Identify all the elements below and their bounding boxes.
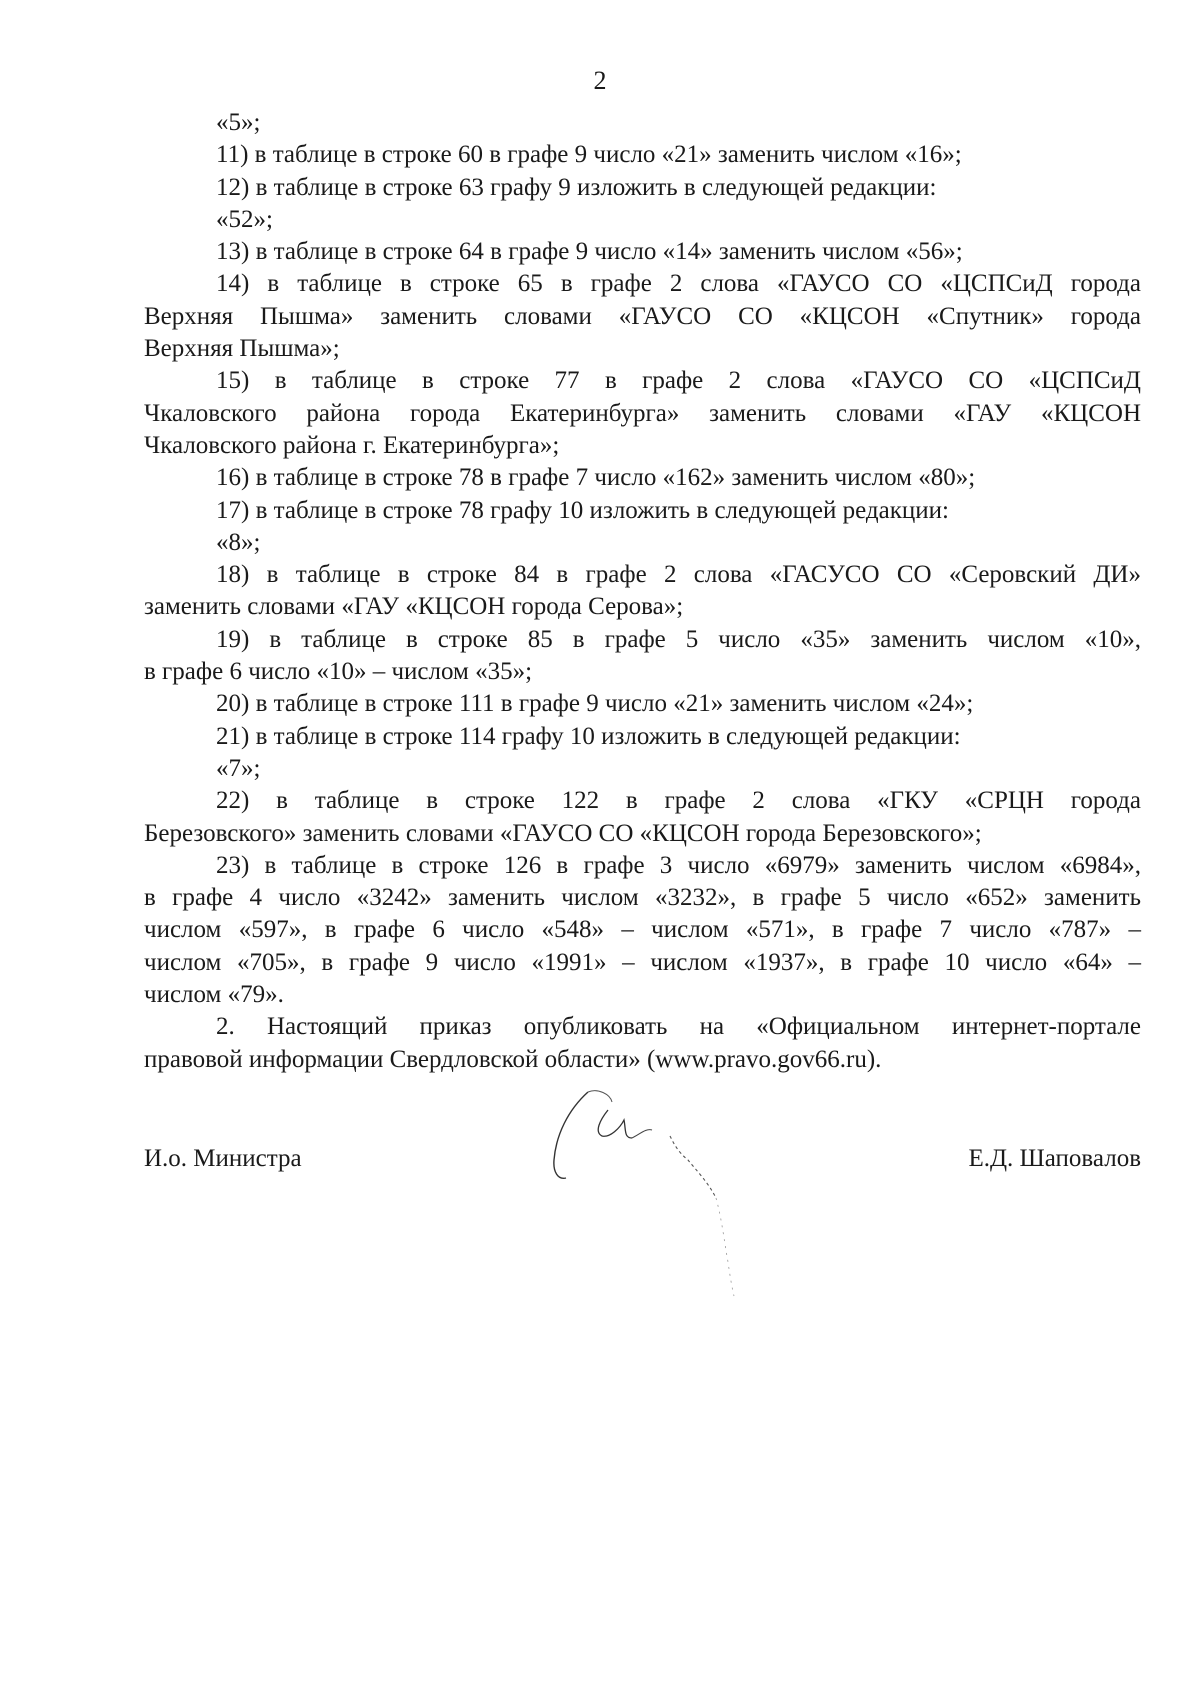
text-line: 18) в таблице в строке 84 в графе 2 слова «ГАСУСО СО «Серовский ДИ»	[216, 561, 1141, 589]
text-line: «8»;	[216, 528, 261, 556]
text-line: Верхняя Пышма»;	[144, 335, 340, 363]
text-line: в графе 6 число «10» – числом «35»;	[144, 658, 533, 686]
text-line: числом «79».	[144, 981, 284, 1009]
text-line: 20) в таблице в строке 111 в графе 9 число «21» заменить числом «24»;	[216, 690, 974, 718]
text-line: 13) в таблице в строке 64 в графе 9 число «14» заменить числом «56»;	[216, 238, 963, 266]
text-line: «7»;	[216, 754, 261, 782]
text-line: числом «705», в графе 9 число «1991» – числом «1937», в графе 10 число «64» –	[144, 948, 1141, 976]
handwritten-signature	[528, 1080, 768, 1300]
document-body	[144, 107, 1141, 1076]
text-line: Чкаловского района города Екатеринбурга» заменить словами «ГАУ «КЦСОН	[144, 399, 1141, 427]
text-line: «52»;	[216, 205, 273, 233]
text-line: Березовского» заменить словами «ГАУСО СО «КЦСОН города Березовского»;	[144, 819, 982, 847]
text-line: 2. Настоящий приказ опубликовать на «Официальном интернет-портале	[216, 1013, 1141, 1041]
signer-position: И.о. Министра	[144, 1145, 302, 1172]
text-line: в графе 4 число «3242» заменить числом «3232», в графе 5 число «652» заменить	[144, 884, 1141, 912]
signer-name: Е.Д. Шаповалов	[968, 1145, 1141, 1172]
text-line: 11) в таблице в строке 60 в графе 9 число «21» заменить числом «16»;	[216, 141, 962, 169]
text-line: 19) в таблице в строке 85 в графе 5 число «35» заменить числом «10»,	[216, 625, 1141, 653]
text-line: 21) в таблице в строке 114 графу 10 изложить в следующей редакции:	[216, 722, 961, 750]
text-line: 12) в таблице в строке 63 графу 9 изложить в следующей редакции:	[216, 173, 937, 201]
page-number: 2	[593, 66, 607, 95]
text-line: Чкаловского района г. Екатеринбурга»;	[144, 431, 560, 459]
text-line: правовой информации Свердловской области» (www.pravo.gov66.ru).	[144, 1045, 882, 1073]
text-line: 17) в таблице в строке 78 графу 10 изложить в следующей редакции:	[216, 496, 949, 524]
text-line: 15) в таблице в строке 77 в графе 2 слова «ГАУСО СО «ЦСПСиД	[216, 367, 1141, 395]
text-line: числом «597», в графе 6 число «548» – числом «571», в графе 7 число «787» –	[144, 916, 1141, 944]
signature-block	[144, 1143, 1141, 1179]
text-line: 16) в таблице в строке 78 в графе 7 число «162» заменить числом «80»;	[216, 464, 976, 492]
text-line: «5»;	[216, 109, 261, 136]
text-line: 22) в таблице в строке 122 в графе 2 слова «ГКУ «СРЦН города	[216, 787, 1141, 815]
text-line: заменить словами «ГАУ «КЦСОН города Серова»;	[144, 593, 684, 621]
text-line: 23) в таблице в строке 126 в графе 3 число «6979» заменить числом «6984»,	[216, 851, 1141, 879]
text-line: 14) в таблице в строке 65 в графе 2 слова «ГАУСО СО «ЦСПСиД города	[216, 270, 1141, 298]
text-line: Верхняя Пышма» заменить словами «ГАУСО СО «КЦСОН «Спутник» города	[144, 302, 1141, 330]
